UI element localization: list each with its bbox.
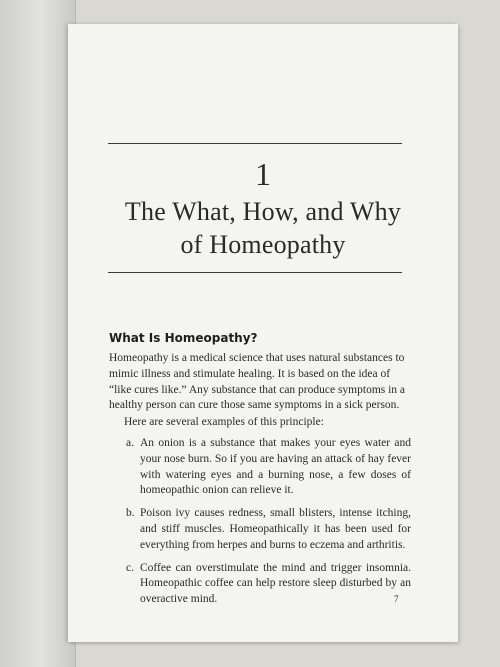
chapter-title-line-2: of Homeopathy: [180, 230, 346, 259]
list-item-marker: c.: [126, 561, 134, 574]
chapter-number: 1: [255, 156, 271, 192]
facing-page-edge: [0, 0, 76, 667]
book-page: [68, 24, 458, 642]
section-heading: What Is Homeopathy?: [109, 331, 258, 345]
page-number: 7: [394, 594, 399, 604]
examples-lead-paragraph: Here are several examples of this principle:: [124, 416, 324, 428]
chapter-title-line-1: The What, How, and Why: [124, 197, 402, 226]
list-item-text: An onion is a substance that makes your eyes water and your nose burn. So if you are having an attack of hay fever with watering eyes and a burning nose, a few doses of homeopathic onion can relieve it.: [140, 437, 411, 497]
list-item-marker: b.: [126, 507, 135, 520]
list-item-marker: a.: [126, 437, 134, 449]
list-item: [126, 436, 411, 499]
examples-list: [126, 436, 411, 615]
list-item: [126, 561, 411, 608]
intro-paragraph: Homeopathy is a medical science that uses natural substances to mimic illness and stimulate healing. It is based on the idea of “like cures like.” Any substance that can produce symptoms in a healthy person can cure those same symptoms in a sick person.: [109, 352, 406, 412]
list-item-text: Coffee can overstimulate the mind and trigger insomnia. Homeopathic coffee can help restore sleep disturbed by an overactive mind.: [140, 561, 411, 606]
list-item: [126, 506, 411, 553]
chapter-title: [68, 195, 458, 261]
chapter-rule-bottom: [108, 272, 402, 273]
list-item-text: Poison ivy causes redness, small blisters, intense itching, and stiff muscles. Homeopathically it has been used for everything from herpes and burns to eczema and arthritis.: [140, 507, 411, 551]
chapter-rule-top: [108, 143, 402, 144]
